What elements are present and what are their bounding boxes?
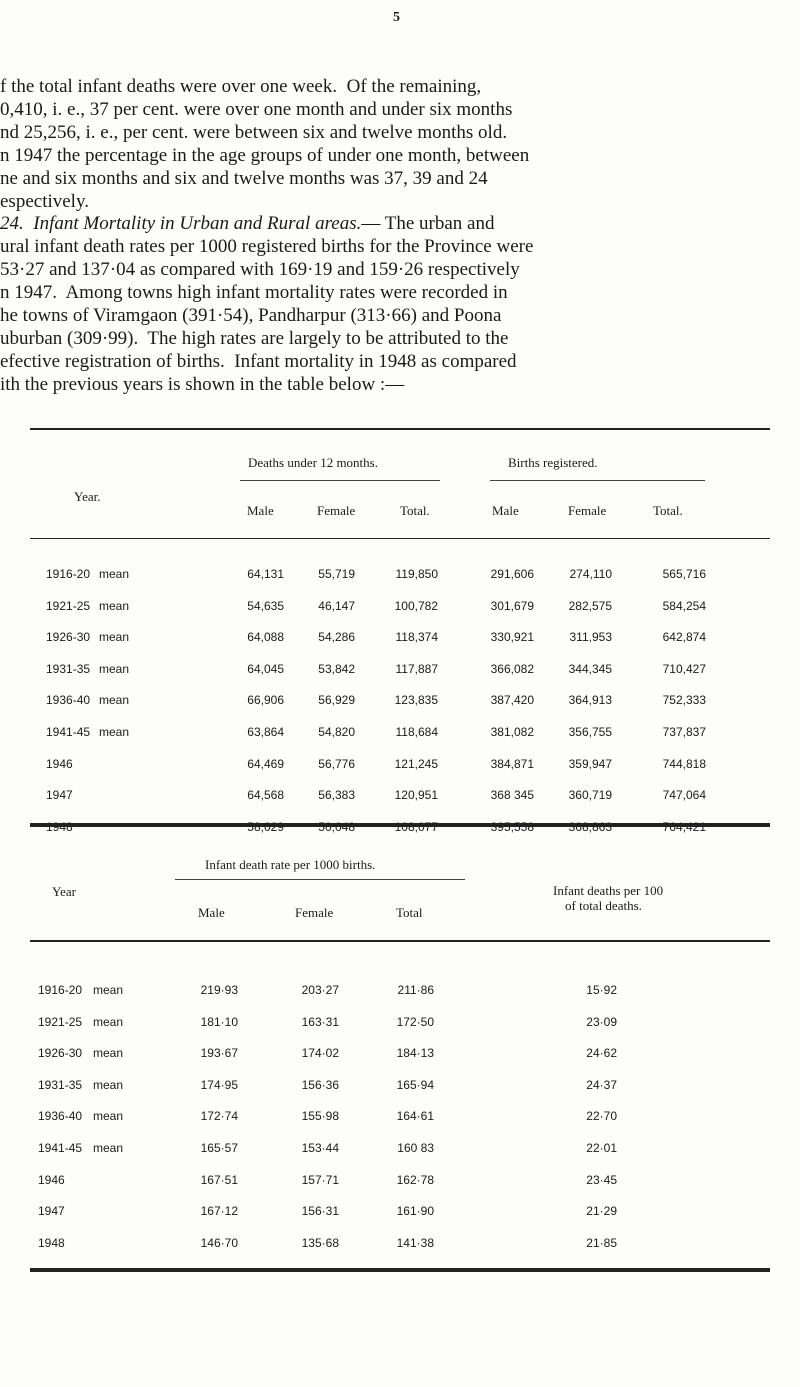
table-row [0,725,800,745]
table-cell: 174·02 [301,1046,339,1061]
text-line: uburban (309·99). The high rates are largely to be attributed to the [0,328,509,349]
column-header-year: Year. [74,489,101,504]
table-cell: 157·71 [301,1172,339,1187]
table-cell: 1926-30 [38,1046,83,1061]
table-cell: mean [99,725,130,739]
text-line: ne and six months and six and twelve months was 37, 39 and 24 [0,168,488,189]
table-row [0,1109,800,1129]
text-line: he towns of Viramgaon (391·54), Pandharpur (313·66) and Poona [0,305,502,326]
table-row [0,599,800,619]
table-cell: 56,776 [318,756,355,771]
table-cell: 64,088 [247,630,284,645]
table-cell: 344,345 [568,661,612,676]
table-cell: mean [99,598,130,613]
column-header-male: Male [247,503,274,518]
paragraph-infant-deaths-age [0,75,800,213]
table-rule [30,940,770,942]
column-header-male: Male [198,905,225,920]
text-line: efective registration of births. Infant mortality in 1948 as compared [0,351,517,372]
table-cell: 66,906 [247,693,284,708]
table-cell: 565,716 [662,567,706,581]
group-underline [175,879,465,880]
table-cell: 366,082 [490,661,534,676]
column-header-total: Total. [653,503,683,518]
table-cell: 15·92 [586,983,617,997]
table-cell: 22·01 [586,1141,617,1155]
table-cell: 21·85 [586,1235,617,1250]
table-cell: 1931-35 [46,661,91,676]
table-cell: 174·95 [200,1077,238,1092]
table-row [0,788,800,808]
table-cell: 359,947 [568,756,612,771]
table-cell: 211·86 [397,983,434,997]
table-cell: 23·09 [586,1014,617,1029]
table-cell: 135·68 [301,1235,339,1250]
group-header-deaths: Deaths under 12 months. [248,455,378,470]
page-number: 5 [393,10,400,25]
column-header-female: Female [295,905,334,920]
table-cell: 56,929 [318,693,355,708]
table-cell: mean [99,630,130,645]
text-line: n 1947. Among towns high infant mortality rates were recorded in [0,282,508,303]
table-cell: 203·27 [301,983,339,997]
table-cell: 747,064 [662,788,706,803]
table-cell: 219·93 [200,983,238,997]
table-cell: 161·90 [396,1204,434,1219]
table-cell: mean [99,567,130,581]
table-cell: 160 83 [397,1141,434,1155]
table-cell: 54,820 [318,725,355,739]
table-cell: 1941-45 [38,1141,83,1155]
table-cell: 744,818 [662,756,706,771]
text-line: 53·27 and 137·04 as compared with 169·19 and 159·26 respectively [0,259,520,280]
table-row [0,630,800,650]
group-underline [240,480,440,481]
table-cell: 1916-20 [38,983,83,997]
table-row [0,1015,800,1035]
table-cell: mean [93,1109,124,1124]
table-cell: 155·98 [301,1109,339,1124]
table-cell: mean [93,1046,124,1061]
table-cell: 360,719 [568,788,612,803]
table-cell: 141·38 [396,1235,434,1250]
table-cell: mean [93,1077,124,1092]
table-cell: 381,082 [490,725,534,739]
table-row [0,1078,800,1098]
table-cell: 642,874 [662,630,706,645]
table-cell: 54,635 [247,598,284,613]
table-cell: 710,427 [662,661,706,676]
group-header-births: Births registered. [508,455,598,470]
table-cell: 1947 [38,1204,65,1219]
table-rule [30,428,770,430]
table-cell: 584,254 [662,598,706,613]
table-cell: mean [99,661,130,676]
table-cell: 162·78 [396,1172,434,1187]
group-underline [490,480,705,481]
table-cell: 165·94 [396,1077,434,1092]
table-cell: 121,245 [394,756,438,771]
table-cell: 163·31 [301,1014,339,1029]
table-cell: 384,871 [490,756,534,771]
table-row [0,1236,800,1256]
text-line: ural infant death rates per 1000 registered births for the Province were [0,236,534,257]
table-cell: 21·29 [586,1204,617,1219]
table-cell: 56,383 [318,788,355,803]
paragraph-heading-line [0,212,800,235]
table-cell: 22·70 [586,1109,617,1124]
table-cell: 24·62 [586,1046,617,1061]
table-cell: 46,147 [318,598,355,613]
table-cell: 1946 [38,1172,65,1187]
table-row [0,567,800,587]
table-cell: 387,420 [490,693,534,708]
table-cell: 167·12 [200,1204,238,1219]
table-rule [30,1268,770,1272]
column-header-male: Male [492,503,519,518]
table-cell: 118,374 [395,630,438,645]
table-cell: mean [93,983,124,997]
table-cell: 123,835 [394,693,438,708]
table-row [0,662,800,682]
table-row [0,757,800,777]
table-cell: 274,110 [569,567,612,581]
table-cell: 120,951 [394,788,438,803]
table-cell: 301,679 [490,598,534,613]
table-cell: 364,913 [568,693,612,708]
text-line: f the total infant deaths were over one week. Of the remaining, [0,76,482,97]
table-cell: 1921-25 [38,1014,83,1029]
table-cell: 24·37 [586,1077,617,1092]
text-line: ith the previous years is shown in the table below :— [0,374,405,395]
table-cell: 117,887 [395,661,438,676]
table-row [0,693,800,713]
table-cell: 193·67 [200,1046,238,1061]
text-line: n 1947 the percentage in the age groups of under one month, between [0,145,530,166]
table-cell: 55,719 [318,567,355,581]
table-cell: 119,850 [395,567,438,581]
table-cell: 146·70 [200,1235,238,1250]
table-row [0,983,800,1003]
table-cell: 1946 [46,756,73,771]
table-cell: 356,755 [568,725,612,739]
table-cell: 752,333 [662,693,706,708]
table-cell: 1947 [46,788,73,803]
table-cell: 1926-30 [46,630,91,645]
table-cell: 153·44 [301,1141,339,1155]
table-cell: 1936-40 [46,693,91,708]
table-cell: 1921-25 [46,598,91,613]
table-cell: 54,286 [318,630,355,645]
table-cell: 172·74 [200,1109,238,1124]
table-cell: 181·10 [200,1014,238,1029]
text-line: — The urban and [361,213,495,234]
table-cell: 64,568 [247,788,284,803]
table-cell: 737,837 [662,725,706,739]
table-cell: 184·13 [396,1046,434,1061]
table-cell: 100,782 [394,598,438,613]
table-cell: 167·51 [200,1172,238,1187]
table-cell: 368 345 [490,788,534,803]
text-line: espectively. [0,191,89,212]
table-cell: 64,469 [247,756,284,771]
section-heading: 24. Infant Mortality in Urban and Rural areas. [0,213,362,234]
table-cell: 156·36 [301,1077,339,1092]
table-cell: 172·50 [396,1014,434,1029]
column-header-female: Female [317,503,356,518]
table-cell: 63,864 [247,725,284,739]
column-header-year: Year [52,884,76,899]
table-cell: 165·57 [200,1141,238,1155]
table-rule [30,823,770,827]
column-header-total: Total. [400,503,430,518]
column-header-female: Female [568,503,607,518]
table-cell: 1931-35 [38,1077,83,1092]
column-header-total: Total [396,905,423,920]
table-cell: 1936-40 [38,1109,83,1124]
table-cell: mean [99,693,130,708]
table-cell: 118,684 [395,725,438,739]
table-cell: 1941-45 [46,725,91,739]
table-cell: 1948 [38,1235,65,1250]
table-cell: 156·31 [301,1204,339,1219]
table-cell: 291,606 [490,567,534,581]
table-cell: 53,842 [318,661,355,676]
table-cell: 64,045 [247,661,284,676]
table-row [0,1046,800,1066]
table-cell: 330,921 [490,630,534,645]
table-row [0,1141,800,1161]
paragraph-urban-rural-mortality [0,212,800,396]
table-row [0,1204,800,1224]
table-cell: 64,131 [247,567,284,581]
table-cell: 282,575 [568,598,612,613]
table-cell: mean [93,1014,124,1029]
table-cell: 23·45 [586,1172,617,1187]
text-line: 0,410, i. e., 37 per cent. were over one month and under six months [0,99,513,120]
table-row [0,1173,800,1193]
table-cell: 311,953 [569,630,612,645]
table-cell: mean [93,1141,124,1155]
table-rule [30,538,770,539]
column-header-pct: of total deaths. [565,898,642,913]
group-header-rates: Infant death rate per 1000 births. [205,857,376,872]
table-cell: 164·61 [396,1109,434,1124]
text-line: nd 25,256, i. e., per cent. were between six and twelve months old. [0,122,508,143]
table-cell: 1916-20 [46,567,91,581]
column-header-pct: Infant deaths per 100 [553,883,664,898]
